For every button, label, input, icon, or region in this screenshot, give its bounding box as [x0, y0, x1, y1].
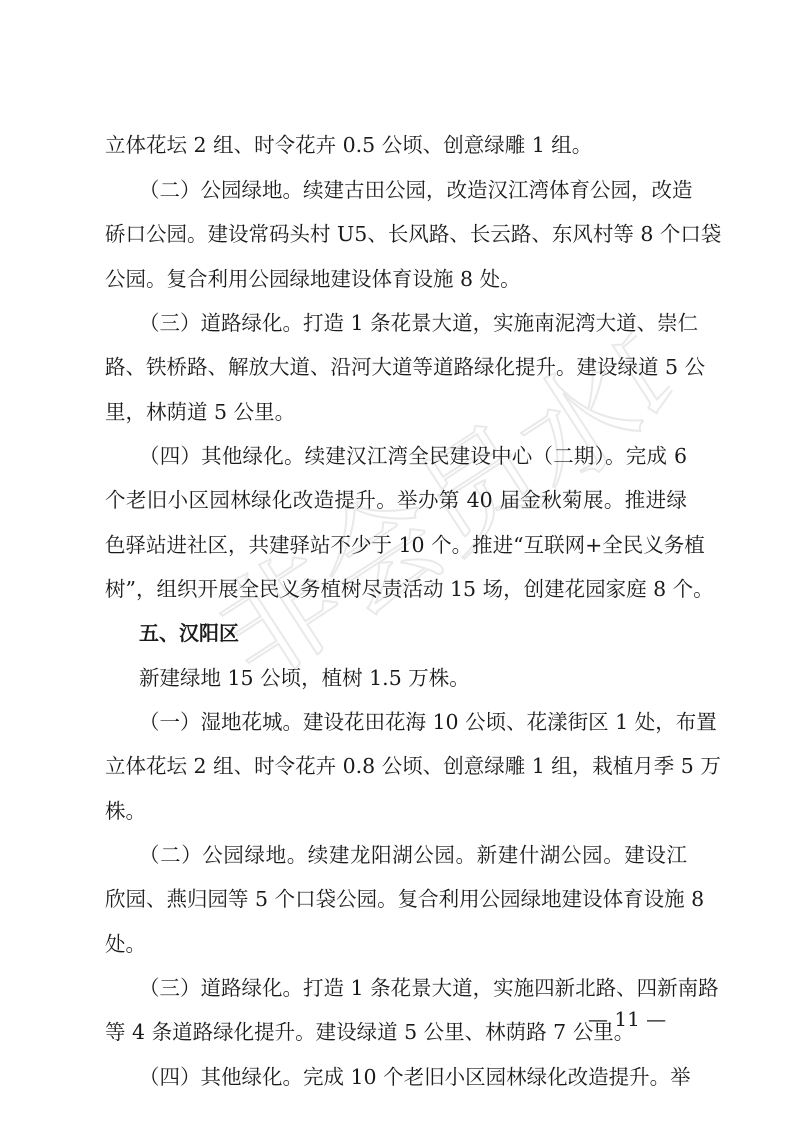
paragraph-line: 立体花坛 2 组、时令花卉 0.5 公顷、创意绿雕 1 组。	[105, 133, 593, 157]
paragraph-line: （二）公园绿地。续建龙阳湖公园。新建什湖公园。建设江	[139, 843, 687, 867]
paragraph-line: （四）其他绿化。续建汉江湾全民建设中心（二期）。完成 6	[139, 444, 687, 468]
paragraph-line: 株。	[105, 799, 146, 823]
paragraph-line: 硚口公园。建设常码头村 U5、长风路、长云路、东风村等 8 个口袋	[105, 222, 722, 246]
paragraph-line: （二）公园绿地。续建古田公园，改造汉江湾体育公园，改造	[139, 178, 693, 202]
paragraph-line: 立体花坛 2 组、时令花卉 0.8 公顷、创意绿雕 1 组，栽植月季 5 万	[105, 754, 721, 778]
paragraph-line: 欣园、燕归园等 5 个口袋公园。复合利用公园绿地建设体育设施 8	[105, 887, 705, 911]
paragraph-line: 新建绿地 15 公顷，植树 1.5 万株。	[139, 666, 470, 690]
paragraph-line: 色驿站进社区，共建驿站不少于 10 个。推进“互联网+全民义务植	[105, 533, 705, 557]
paragraph-line: （一）湿地花城。建设花田花海 10 公顷、花漾街区 1 处，布置	[139, 710, 717, 734]
section-heading: 五、汉阳区	[139, 621, 239, 645]
paragraph-line: （三）道路绿化。打造 1 条花景大道，实施四新北路、四新南路	[139, 976, 719, 1000]
paragraph-line: 公园。复合利用公园绿地建设体育设施 8 处。	[105, 267, 521, 291]
paragraph-line: （四）其他绿化。完成 10 个老旧小区园林绿化改造提升。举	[139, 1065, 691, 1089]
paragraph-line: （三）道路绿化。打造 1 条花景大道，实施南泥湾大道、崇仁	[139, 311, 699, 335]
page-number: — 11 —	[588, 1007, 667, 1031]
paragraph-line: 里，林荫道 5 公里。	[105, 400, 296, 424]
watermark-text: 非会员水印	[194, 292, 708, 708]
paragraph-line: 处。	[105, 932, 146, 956]
paragraph-line: 路、铁桥路、解放大道、沿河大道等道路绿化提升。建设绿道 5 公	[105, 355, 706, 379]
paragraph-line: 树”，组织开展全民义务植树尽责活动 15 场，创建花园家庭 8 个。	[105, 577, 714, 601]
paragraph-line: 等 4 条道路绿化提升。建设绿道 5 公里、林荫路 7 公里。	[105, 1020, 635, 1044]
paragraph-line: 个老旧小区园林绿化改造提升。举办第 40 届金秋菊展。推进绿	[105, 488, 687, 512]
